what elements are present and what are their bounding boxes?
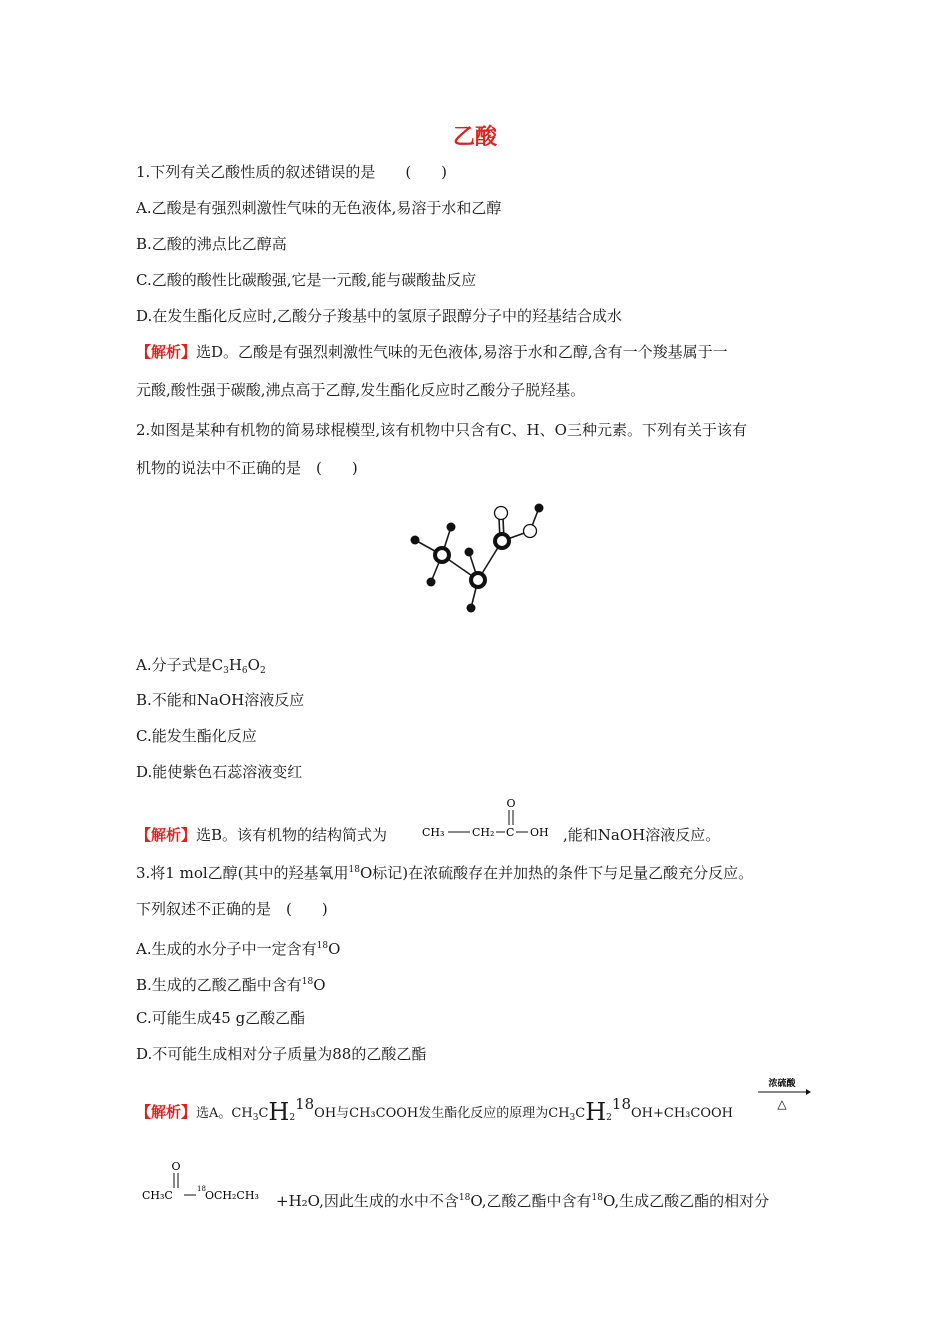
q1-stem: 1.下列有关乙酸性质的叙述错误的是 ( ) bbox=[136, 163, 448, 181]
carbon-atom bbox=[495, 534, 509, 548]
ethyl-acetate-structure bbox=[136, 1156, 274, 1206]
analysis-tag: 【解析】 bbox=[136, 343, 197, 361]
page-title: 乙酸 bbox=[452, 125, 497, 150]
q1-analysis-line2: 元酸,酸性强于碳酸,沸点高于乙醇,发生酯化反应时乙酸分子脱羟基。 bbox=[136, 381, 586, 399]
oxygen-atom bbox=[524, 525, 537, 538]
svg-text:OCH₂CH₃: OCH₂CH₃ bbox=[205, 1189, 259, 1202]
svg-text:CH₃: CH₃ bbox=[422, 826, 445, 839]
q2-analysis: 【解析】选B。该有机物的结构简式为 bbox=[136, 826, 388, 844]
q3-option-a: A.生成的水分子中一定含有$^{18}$O bbox=[136, 940, 341, 958]
svg-text:CH₂: CH₂ bbox=[472, 826, 495, 839]
ball-and-stick-model bbox=[405, 500, 565, 615]
q2-option-a: A.分子式是$C_3H_6O_2$ bbox=[136, 656, 266, 676]
analysis-tag: 【解析】 bbox=[136, 1103, 197, 1121]
oxygen-atom bbox=[495, 507, 508, 520]
q1-analysis-text: 选D。乙酸是有强烈刺激性气味的无色液体,易溶于水和乙醇,含有一个羧基属于一 bbox=[196, 343, 728, 361]
reaction-arrow bbox=[756, 1074, 812, 1114]
hydrogen-atom bbox=[447, 523, 456, 532]
hydrogen-atom bbox=[465, 548, 474, 557]
svg-text:O: O bbox=[171, 1160, 181, 1173]
hydrogen-atom bbox=[535, 504, 544, 513]
hydrogen-atom bbox=[411, 536, 420, 545]
svg-text:18: 18 bbox=[197, 1185, 206, 1193]
q2-stem-line1: 2.如图是某种有机物的简易球棍模型,该有机物中只含有C、H、O三种元素。下列有关于该有 bbox=[136, 421, 747, 439]
q1-option-a: A.乙酸是有强烈刺激性气味的无色液体,易溶于水和乙醇 bbox=[136, 199, 502, 217]
q3-analysis-line1: 【解析】选A。$CH_3CH_218OH$与CH₃COOH发生酯化反应的原理为$CH_3CH_218OH+CH_3COOH$ bbox=[136, 1095, 733, 1126]
q3-option-b: B.生成的乙酸乙酯中含有$^{18}$O bbox=[136, 976, 326, 994]
q1-option-d: D.在发生酯化反应时,乙酸分子羧基中的氢原子跟醇分子中的羟基结合成水 bbox=[136, 307, 623, 325]
q1-option-c: C.乙酸的酸性比碳酸强,它是一元酸,能与碳酸盐反应 bbox=[136, 271, 477, 289]
svg-text:OH: OH bbox=[530, 826, 549, 839]
q1-option-b: B.乙酸的沸点比乙醇高 bbox=[136, 235, 287, 253]
q3-option-c: C.可能生成45 g乙酸乙酯 bbox=[136, 1009, 306, 1027]
carbonyl-o-label: O bbox=[506, 797, 516, 810]
catalyst-label: 浓硫酸 bbox=[768, 1079, 796, 1089]
propanoic-acid-structure bbox=[420, 796, 560, 844]
q3-option-d: D.不可能生成相对分子质量为88的乙酸乙酯 bbox=[136, 1045, 427, 1063]
hydrogen-atom bbox=[467, 604, 476, 613]
q1-analysis-line1 bbox=[136, 342, 728, 362]
q2-option-d: D.能使紫色石蕊溶液变红 bbox=[136, 763, 303, 781]
q2-option-b: B.不能和NaOH溶液反应 bbox=[136, 691, 305, 709]
svg-text:C: C bbox=[506, 826, 515, 839]
carbon-atom bbox=[435, 548, 449, 562]
q2-option-c: C.能发生酯化反应 bbox=[136, 727, 257, 745]
q3-stem-line1: 3.将1 mol乙醇(其中的羟基氧用$^{18}$O标记)在浓硫酸存在并加热的条件下与足量乙酸充分反应。 bbox=[136, 864, 754, 882]
analysis-tag: 【解析】 bbox=[136, 826, 197, 844]
carbon-atom bbox=[471, 573, 485, 587]
q2-stem-line2: 机物的说法中不正确的是 ( ) bbox=[136, 459, 358, 477]
svg-text:CH₃C: CH₃C bbox=[142, 1189, 173, 1202]
heat-label: △ bbox=[777, 1097, 787, 1111]
q3-analysis-line2: +H₂O,因此生成的水中不含$^{18}$O,乙酸乙酯中含有$^{18}$O,生成乙酸乙酯的相对分 bbox=[276, 1192, 770, 1210]
hydrogen-atom bbox=[427, 578, 436, 587]
q3-stem-line2: 下列叙述不正确的是 ( ) bbox=[136, 900, 328, 918]
q2-analysis-tail: ,能和NaOH溶液反应。 bbox=[563, 826, 721, 844]
